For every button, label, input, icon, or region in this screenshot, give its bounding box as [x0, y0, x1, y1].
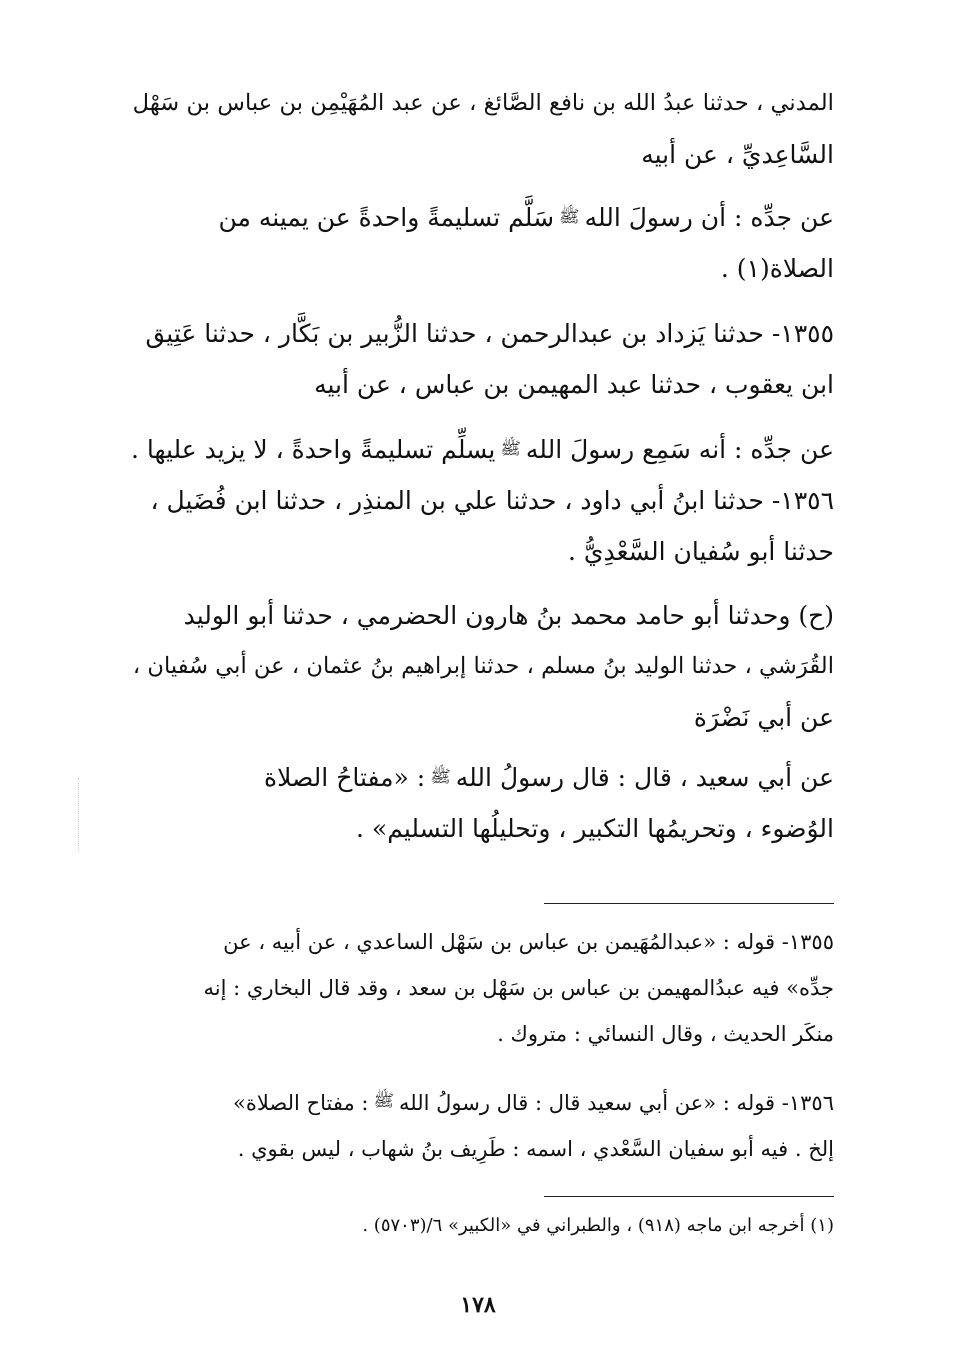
paragraph-matn [118, 752, 834, 854]
page-number: ١٧٨ [460, 1292, 496, 1318]
text-line: عن أبي نَضْرَة [693, 703, 834, 732]
text-line [118, 752, 834, 803]
line-segment: : «مفتاحُ الصلاة [263, 763, 426, 792]
footnote-reference-line: الصلاة(١) . [720, 254, 834, 283]
note-line: ١٣٥٥- قوله : «عبدالمُهَيمن بن عباس بن سَهْل الساعدي ، عن أبيه ، عن [223, 930, 834, 954]
text-line: الوُضوء ، وتحريمُها التكبير ، وتحليلُها التسليم» . [356, 814, 834, 843]
note-line: جدِّه» فيه عبدُالمهيمن بن عباس بن سَهْل بن سعد ، وقد قال البخاري : إنه [203, 976, 834, 1000]
note-line: إلخ . فيه أبو سفيان السَّعْدي ، اسمه : طَرِيف بنُ شهاب ، ليس بقوي . [237, 1137, 834, 1161]
line-segment: عن جدِّه : أنه سَمِع رسولَ الله [525, 435, 834, 464]
text-line: حدثنا أبو سُفيان السَّعْدِيُّ . [568, 537, 834, 566]
text-line: القُرَشي ، حدثنا الوليد بنُ مسلم ، حدثنا إبراهيم بنُ عثمان ، عن أبي سُفيان ، [132, 653, 834, 679]
salutation-symbol: ﷺ [500, 439, 521, 459]
text-line [118, 424, 834, 475]
note-1356 [118, 1078, 834, 1172]
hadith-1355 [118, 308, 834, 410]
line-segment: : مفتاح الصلاة» [233, 1091, 369, 1115]
line-segment: سَلَّم تسليمةً واحدةً عن يمينه من [218, 203, 555, 232]
note-line: منكَر الحديث ، وقال النسائي : متروك . [497, 1022, 834, 1046]
text-line: ابن يعقوب ، حدثنا عبد المهيمن بن عباس ، عن أبيه [314, 370, 834, 399]
note-line [118, 1078, 834, 1126]
line-segment: عن جدِّه : أن رسولَ الله [584, 203, 834, 232]
text-line: السَّاعِديِّ ، عن أبيه [641, 140, 834, 169]
salutation-symbol: ﷺ [373, 1091, 395, 1111]
margin-mark [78, 778, 79, 852]
salutation-symbol: ﷺ [559, 207, 580, 227]
text-line: ١٣٥٦- حدثنا ابنُ أبي داود ، حدثنا علي بن المنذِر ، حدثنا ابن فُضَيل ، [150, 486, 834, 515]
hadith-1356 [118, 424, 834, 577]
note-1355 [118, 919, 834, 1057]
notes-separator [544, 903, 834, 904]
footnote-line: (١) أخرجه ابن ماجه (٩١٨) ، والطبراني في «الكبير» ٦/(٥٧٠٣) . [362, 1215, 834, 1236]
paragraph-1 [118, 78, 834, 180]
footnote-separator [544, 1196, 834, 1197]
paragraph-chain [118, 590, 834, 743]
text-line: المدني ، حدثنا عبدُ الله بن نافع الصَّائغ ، عن عبد المُهَيْمِن بن عباس بن سَهْل [132, 90, 834, 116]
line-segment: عن أبي سعيد ، قال : قال رسولُ الله [455, 763, 834, 792]
footnote-1 [118, 1211, 834, 1241]
line-segment: ١٣٥٦- قوله : «عن أبي سعيد قال : قال رسولُ الله [399, 1091, 834, 1115]
salutation-symbol: ﷺ [430, 767, 451, 787]
text-line: (ح) وحدثنا أبو حامد محمد بنُ هارون الحضرمي ، حدثنا أبو الوليد [183, 601, 834, 630]
text-line [118, 192, 834, 243]
paragraph-2 [118, 192, 834, 294]
line-segment: يسلِّم تسليمةً واحدةً ، لا يزيد عليها . [130, 435, 496, 464]
text-line: ١٣٥٥- حدثنا يَزداد بن عبدالرحمن ، حدثنا الزُّبير بن بَكَّار ، حدثنا عَتِيق [145, 319, 834, 348]
